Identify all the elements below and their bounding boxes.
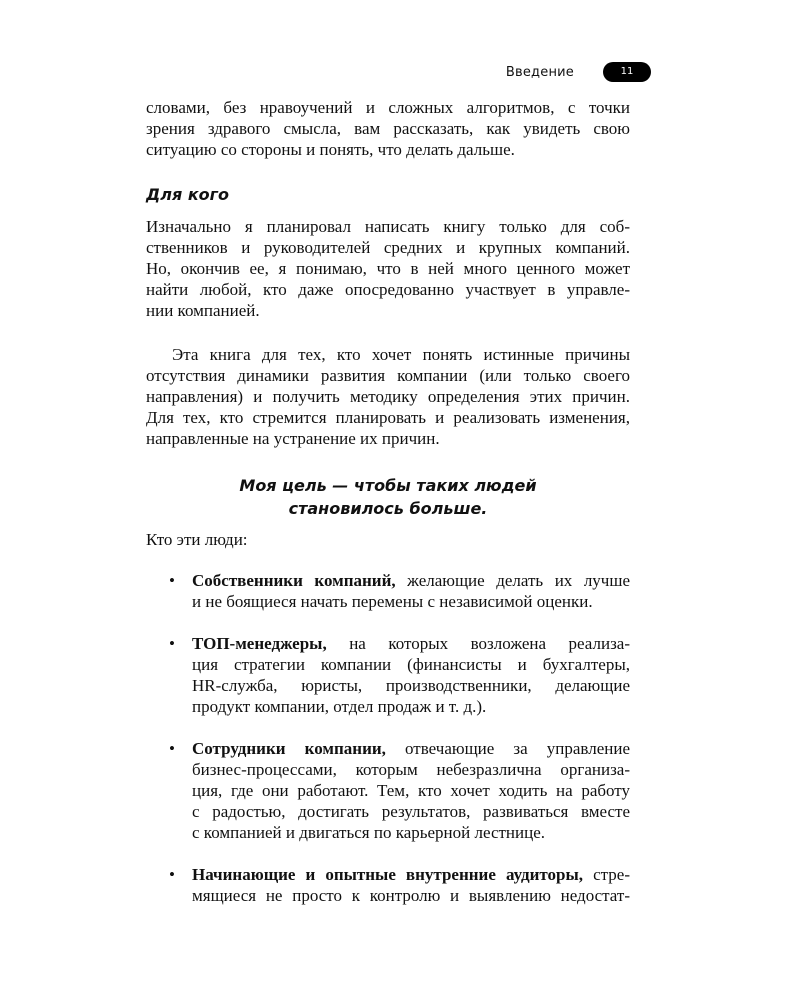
list-item-text (192, 633, 630, 717)
audience-list (146, 570, 630, 906)
page-number-badge: 11 (603, 62, 651, 82)
text-line: Но, окончив ее, я понимаю, что в ней много ценного может (146, 259, 630, 278)
text-line: нии компанией. (146, 301, 260, 320)
list-item-rest: на которых возложена реализа- (326, 634, 630, 653)
text-line: и не боящиеся начать перемены с независимой оценки. (192, 592, 593, 611)
text-line: направленные на устранение их причин. (146, 429, 440, 448)
intro-paragraph (146, 97, 630, 160)
list-item (146, 864, 630, 906)
text-line: словами, без нравоучений и сложных алгоритмов, с точки (146, 98, 630, 117)
list-item-bold: Начинающие и опытные внутренние аудиторы, (192, 865, 584, 884)
text-line: зрения здравого смысла, вам рассказать, как увидеть свою (146, 119, 630, 138)
list-item-bold: ТОП-менеджеры, (192, 634, 327, 653)
running-title: Введение (505, 65, 574, 80)
list-item (146, 633, 630, 717)
quote-line: Моя цель — чтобы таких людей (239, 476, 537, 495)
text-line: с радостью, достигать результатов, развиваться вместе (192, 802, 630, 821)
list-item-rest: отвечающие за управление (385, 739, 630, 758)
quote-line: становилось больше. (288, 499, 488, 518)
section-heading: Для кого (146, 185, 230, 204)
text-line: Кто эти люди: (146, 530, 248, 549)
text-line: Для тех, кто стремится планировать и реализовать изменения, (146, 408, 630, 427)
text-line (192, 570, 630, 591)
page-header (0, 62, 800, 84)
list-item-text (192, 570, 630, 612)
text-line (192, 864, 630, 885)
text-line: Эта книга для тех, кто хочет понять истинные причины (172, 345, 630, 364)
text-line: продукт компании, отдел продаж и т. д.). (192, 697, 487, 716)
who-intro (146, 529, 630, 550)
page-content (146, 97, 630, 927)
text-line: отсутствия динамики развития компании (или только своего (146, 366, 630, 385)
text-line: HR-служба, юристы, производственники, делающие (192, 676, 630, 695)
text-line: найти любой, кто даже опосредованно участвует в управле- (146, 280, 630, 299)
text-line: бизнес-процессами, которым небезразлична организа- (192, 760, 630, 779)
list-item-bold: Собственники компаний, (192, 571, 396, 590)
audience-paragraph (146, 216, 630, 321)
text-line: мящиеся не просто к контролю и выявлению недостат- (192, 886, 630, 905)
text-line: ситуацию со стороны и понять, что делать дальше. (146, 140, 515, 159)
list-item-rest: желающие делать их лучше (395, 571, 630, 590)
highlight-quote (146, 474, 630, 520)
list-item-rest: стре- (583, 865, 631, 884)
text-line: направления) и получить методику определения этих причин. (146, 387, 630, 406)
list-item-text (192, 738, 630, 843)
text-line: Изначально я планировал написать книгу только для соб- (146, 217, 630, 236)
list-item (146, 570, 630, 612)
text-line: с компанией и двигаться по карьерной лестнице. (192, 823, 546, 842)
text-line: ственников и руководителей средних и крупных компаний. (146, 238, 630, 257)
list-item (146, 738, 630, 843)
text-line: ция, где они работают. Тем, кто хочет ходить на работу (192, 781, 630, 800)
list-item-bold: Сотрудники компании, (192, 739, 386, 758)
text-line (192, 738, 630, 759)
purpose-paragraph (146, 344, 630, 449)
text-line: ция стратегии компании (финансисты и бухгалтеры, (192, 655, 630, 674)
list-item-text (192, 864, 630, 906)
text-line (192, 633, 630, 654)
